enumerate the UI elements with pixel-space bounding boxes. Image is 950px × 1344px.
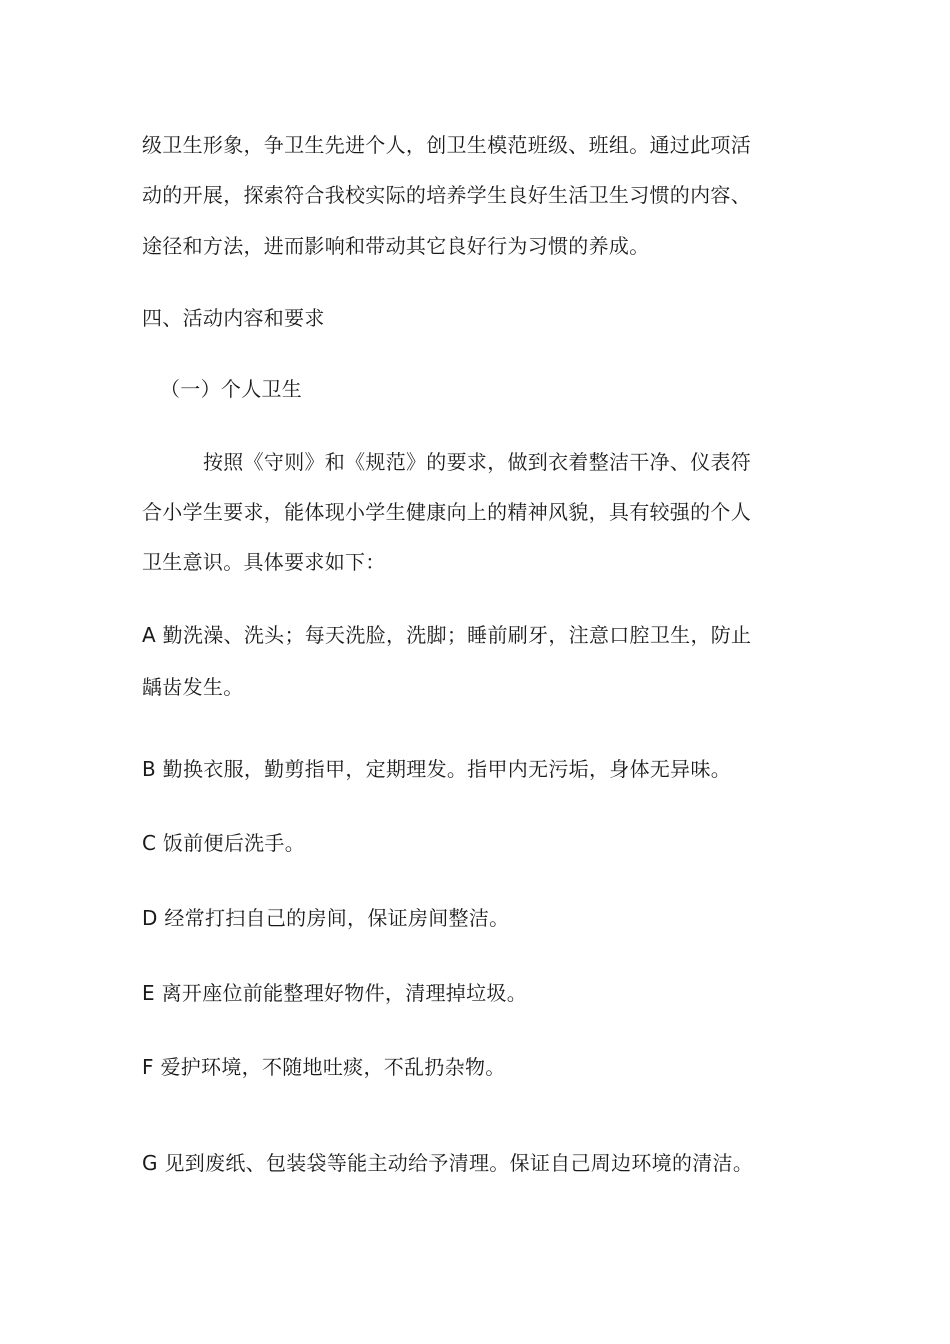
list-item-e: E 离开座位前能整理好物件，清理掉垃圾。 [142,981,527,1005]
list-item-b: B 勤换衣服，勤剪指甲，定期理发。指甲内无污垢，身体无异味。 [142,757,732,781]
list-item-c: C 饭前便后洗手。 [142,831,306,855]
paragraph-line-3: 卫生意识。具体要求如下： [142,550,386,574]
section-heading: 四、活动内容和要求 [142,306,325,330]
paragraph-line-1: 按照《守则》和《规范》的要求，做到衣着整洁干净、仪表符 [203,450,752,474]
list-item-f: F 爱护环境，不随地吐痰，不乱扔杂物。 [142,1055,506,1079]
intro-line-3: 途径和方法，进而影响和带动其它良好行为习惯的养成。 [142,234,650,258]
intro-line-2: 动的开展，探索符合我校实际的培养学生良好生活卫生习惯的内容、 [142,183,751,207]
subsection-heading: （一）个人卫生 [160,377,303,401]
paragraph-line-2: 合小学生要求，能体现小学生健康向上的精神风貌，具有较强的个人 [142,500,751,524]
list-item-d: D 经常打扫自己的房间，保证房间整洁。 [142,906,510,930]
list-item-a-line-1: A 勤洗澡、洗头；每天洗脸，洗脚；睡前刷牙，注意口腔卫生，防止 [142,623,752,647]
list-item-g: G 见到废纸、包装袋等能主动给予清理。保证自己周边环境的清洁。 [142,1151,754,1175]
intro-line-1: 级卫生形象，争卫生先进个人，创卫生模范班级、班组。通过此项活 [142,133,751,157]
list-item-a-line-2: 龋齿发生。 [142,675,244,699]
